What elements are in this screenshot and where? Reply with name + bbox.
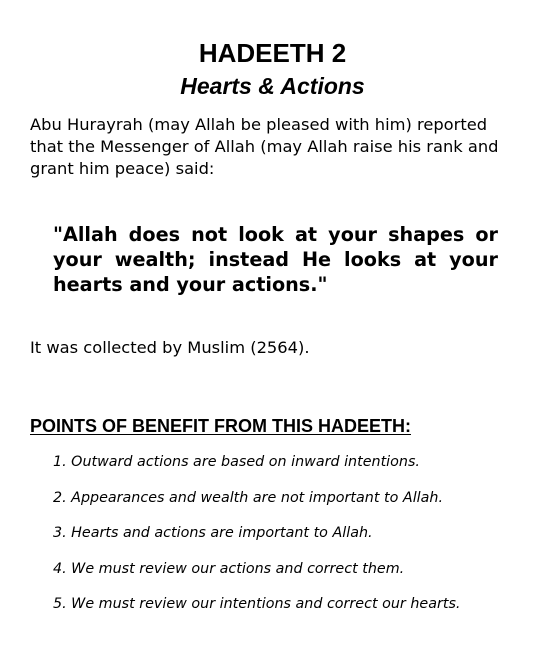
source-citation: It was collected by Muslim (2564).	[30, 338, 310, 357]
benefit-item-4: 4. We must review our actions and correct them.	[53, 560, 405, 577]
page-subtitle: Hearts & Actions	[180, 73, 365, 99]
hadeeth-quote: "Allah does not look at your shapes or your wealth; instead He looks at your hearts and your actions."	[53, 223, 498, 296]
intro-paragraph: Abu Hurayrah (may Allah be pleased with him) reported that the Messenger of Allah (may Allah raise his rank and grant him peace) said:	[30, 115, 499, 178]
benefit-item-3: 3. Hearts and actions are important to Allah.	[53, 525, 373, 541]
benefit-item-5: 5. We must review our intentions and correct our hearts.	[53, 596, 461, 612]
benefits-heading: POINTS OF BENEFIT FROM THIS HADEETH:	[30, 416, 411, 436]
benefits-list	[53, 452, 533, 630]
benefit-item-1: 1. Outward actions are based on inward intentions.	[53, 454, 420, 470]
page-title: HADEETH 2	[198, 38, 347, 68]
benefit-item-2: 2. Appearances and wealth are not important to Allah.	[53, 489, 444, 506]
